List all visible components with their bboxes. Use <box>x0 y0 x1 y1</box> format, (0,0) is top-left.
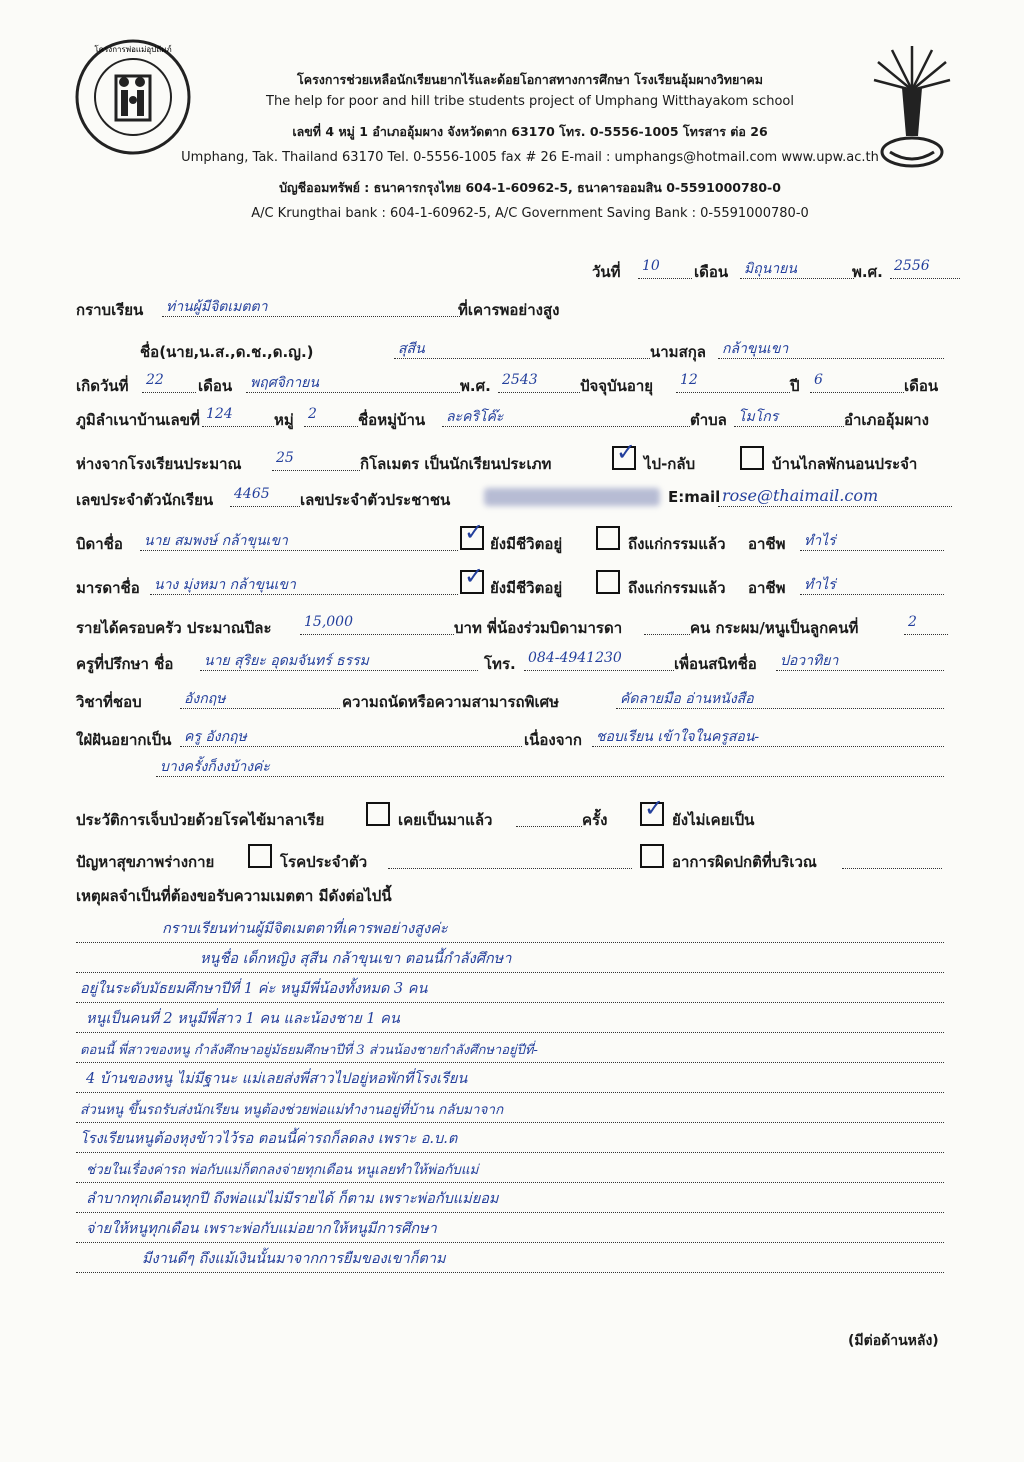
mother-job-field[interactable]: ทำไร่ <box>800 574 944 595</box>
reason-line-text: ส่วนหนู ขึ้นรถรับส่งนักเรียน หนูต้องช่วยพ่อแม่ทำงานอยู่ที่บ้าน กลับมาจาก <box>80 1102 504 1118</box>
date-year-field[interactable]: 2556 <box>890 258 960 279</box>
health-label: ปัญหาสุขภาพร่างกาย <box>76 853 215 871</box>
malaria-had-label: เคยเป็นมาแล้ว <box>398 811 493 829</box>
reason-line[interactable] <box>76 1152 944 1183</box>
teacher-tel-label: โทร. <box>484 655 516 673</box>
header-project-title-en: The help for poor and hill tribe students project of Umphang Witthayakom school <box>266 94 794 109</box>
reason-line-text: อยู่ในระดับมัธยมศึกษาปีที่ 1 ค่ะ หนูมีพี่น้องทั้งหมด 3 คน <box>80 981 428 997</box>
teacher-row <box>76 646 956 676</box>
name-field[interactable]: สุสีน <box>394 338 650 359</box>
age-label: ปัจจุบันอายุ <box>580 377 654 395</box>
reason-line[interactable] <box>76 942 944 973</box>
email-label: E:mail <box>668 488 721 506</box>
reason-line-text: ตอนนี้ พี่สาวของหนู กำลังศึกษาอยู่มัธยมศึกษาปีที่ 3 ส่วนน้องชายกำลังศึกษาอยู่ปีที่- <box>80 1043 538 1058</box>
subject-label: วิชาที่ชอบ <box>76 693 142 711</box>
reason-line[interactable] <box>76 912 944 943</box>
continued-on-back-note: (มีต่อด้านหลัง) <box>848 1333 939 1349</box>
village-label: ชื่อหมู่บ้าน <box>358 411 426 429</box>
moo-field[interactable]: 2 <box>304 406 358 427</box>
age-years-label: ปี <box>790 377 800 395</box>
reason-line-text: 4 บ้านของหนู ไม่มีฐานะ แม่เลยส่งพี่สาวไปอยู่หอพักที่โรงเรียน <box>86 1071 468 1087</box>
birth-year-label: พ.ศ. <box>460 377 491 395</box>
check-mark-icon: ✓ <box>464 562 485 590</box>
email-field[interactable]: rose@thaimail.com <box>718 486 952 507</box>
mother-deceased-checkbox[interactable] <box>596 570 620 594</box>
surname-label: นามสกุล <box>650 343 706 361</box>
reason-line-text: กราบเรียนท่านผู้มีจิตเมตตาที่เคารพอย่างสูงค่ะ <box>162 921 448 937</box>
reason-line-text: ลำบากทุกเดือนทุกปี ถึงพ่อแม่ไม่มีรายได้ ก็ตาม เพราะพ่อกับแม่ยอม <box>86 1191 499 1207</box>
father-job-label: อาชีพ <box>748 535 786 553</box>
subject-row <box>76 684 956 714</box>
village-field[interactable]: ละคริโค๊ะ <box>442 406 690 427</box>
reason-line[interactable] <box>76 1092 944 1123</box>
reason-line[interactable] <box>76 1242 944 1273</box>
teacher-tel-field[interactable]: 084-4941230 <box>524 650 674 671</box>
date-year-label: พ.ศ. <box>852 263 883 281</box>
because-field-continued[interactable]: บางครั้งก็งงบ้างค่ะ <box>156 756 944 777</box>
salutation-label: กราบเรียน <box>76 301 144 319</box>
boarding-checkbox[interactable] <box>740 446 764 470</box>
header-contact: Umphang, Tak. Thailand 63170 Tel. 0-5556-1005 fax # 26 E-mail : umphangs@hotmail.com www.upw.ac.th <box>181 150 879 165</box>
salutation-row <box>76 292 956 322</box>
malaria-row <box>76 794 956 832</box>
chronic-disease-field[interactable] <box>388 848 632 869</box>
father-alive-label: ยังมีชีวิตอยู่ <box>490 535 563 553</box>
mother-label: มารดาชื่อ <box>76 579 140 597</box>
mother-deceased-label: ถึงแก่กรรมแล้ว <box>628 579 726 597</box>
dream-field[interactable]: ครู อังกฤษ <box>180 726 522 747</box>
header-bank-account: บัญชีออมทรัพย์ : ธนาคารกรุงไทย 604-1-60962-5, ธนาคารออมสิน 0-5591000780-0 <box>279 180 781 195</box>
father-deceased-label: ถึงแก่กรรมแล้ว <box>628 535 726 553</box>
because-field[interactable]: ชอบเรียน เข้าใจในครูสอน- <box>592 726 944 747</box>
income-baht-label: บาท พี่น้องร่วมบิดามารดา <box>454 619 623 637</box>
reason-line-text: ช่วยในเรื่องค่ารถ พ่อกับแม่ก็ตกลงจ่ายทุกเดือน หนูเลยทำให้พ่อกับแม่ <box>86 1162 479 1178</box>
malaria-times-field[interactable] <box>516 806 582 827</box>
amphoe-label: อำเภออุ้มผาง <box>844 411 929 429</box>
reason-line[interactable] <box>76 1062 944 1093</box>
dream-row-continued <box>76 752 956 782</box>
father-label: บิดาชื่อ <box>76 535 123 553</box>
mother-alive-label: ยังมีชีวิตอยู่ <box>490 579 563 597</box>
header-bank-account-en: A/C Krungthai bank : 604-1-60962-5, A/C Government Saving Bank : 0-5591000780-0 <box>251 206 809 221</box>
name-label: ชื่อ(นาย,น.ส.,ด.ช.,ด.ญ.) <box>140 343 314 361</box>
house-label: ภูมิลำเนาบ้านเลขที่ <box>76 411 200 429</box>
header-address: เลขที่ 4 หมู่ 1 อำเภออุ้มผาง จังหวัดตาก 63170 โทร. 0-5556-1005 โทรสาร ต่อ 26 <box>292 124 768 139</box>
svg-text:โครงการพ่อแม่อุปถัมภ์: โครงการพ่อแม่อุปถัมภ์ <box>94 45 172 54</box>
check-mark-icon: ✓ <box>644 794 665 822</box>
talent-field[interactable]: คัดลายมือ อ่านหนังสือ <box>616 688 944 709</box>
income-row <box>76 610 956 640</box>
address-row <box>76 402 956 432</box>
age-months-field[interactable]: 6 <box>810 372 904 393</box>
dream-label: ใฝ่ฝันอยากเป็น <box>76 731 172 749</box>
because-label: เนื่องจาก <box>524 731 583 749</box>
birth-row <box>76 368 956 398</box>
distance-field[interactable]: 25 <box>272 450 360 471</box>
teacher-field[interactable]: นาย สุริยะ อุดมจันทร์ ธรรม <box>200 650 478 671</box>
tambon-field[interactable]: โมโกร <box>734 406 844 427</box>
birth-order-label: คน กระผม/หนูเป็นลูกคนที่ <box>690 619 859 637</box>
header-project-title: โครงการช่วยเหลือนักเรียนยากไร้และด้อยโอกาสทางการศึกษา โรงเรียนอุ้มผางวิทยาคม <box>297 72 763 87</box>
check-mark-icon: ✓ <box>616 438 637 466</box>
date-day-field[interactable]: 10 <box>638 258 692 279</box>
id-row <box>76 482 956 512</box>
birth-year-field[interactable]: 2543 <box>498 372 580 393</box>
subject-field[interactable]: อังกฤษ <box>180 688 340 709</box>
salutation-suffix: ที่เคารพอย่างสูง <box>458 301 560 319</box>
chronic-disease-checkbox[interactable] <box>248 844 272 868</box>
health-row <box>76 844 956 874</box>
teacher-label: ครูที่ปรึกษา ชื่อ <box>76 655 174 673</box>
abnormal-label: อาการผิดปกติที่บริเวณ <box>672 853 817 871</box>
mother-name-field[interactable]: นาง มุ่งหมา กล้าขุนเขา <box>150 574 458 595</box>
reason-line[interactable] <box>76 1212 944 1243</box>
malaria-times-label: ครั้ง <box>582 811 608 829</box>
malaria-never-label: ยังไม่เคยเป็น <box>672 811 755 829</box>
name-row <box>76 334 956 364</box>
income-field[interactable]: 15,000 <box>300 614 454 635</box>
mother-job-label: อาชีพ <box>748 579 786 597</box>
siblings-field[interactable] <box>644 614 690 635</box>
father-alive-checkbox[interactable] <box>460 518 485 550</box>
age-months-label: เดือน <box>904 377 939 395</box>
malaria-label: ประวัติการเจ็บป่วยด้วยโรคไข้มาลาเรีย <box>76 811 325 829</box>
student-id-label: เลขประจำตัวนักเรียน <box>76 491 214 509</box>
reason-line-text: หนูชื่อ เด็กหญิง สุสีน กล้าขุนเขา ตอนนี้กำลังศึกษา <box>200 951 512 967</box>
date-row <box>76 254 956 284</box>
check-mark-icon: ✓ <box>464 518 485 546</box>
reason-line[interactable] <box>76 1182 944 1213</box>
talent-label: ความถนัดหรือความสามารถพิเศษ <box>342 693 560 711</box>
citizen-id-redacted <box>484 488 660 506</box>
reason-line[interactable] <box>76 1122 944 1153</box>
dream-row <box>76 722 956 752</box>
distance-row <box>76 438 956 476</box>
house-field[interactable]: 124 <box>202 406 274 427</box>
birth-day-field[interactable]: 22 <box>142 372 196 393</box>
father-job-field[interactable]: ทำไร่ <box>800 530 944 551</box>
father-name-field[interactable]: นาย สมพงษ์ กล้าขุนเขา <box>140 530 458 551</box>
father-row <box>76 518 956 556</box>
distance-label: ห่างจากโรงเรียนประมาณ <box>76 455 242 473</box>
chronic-disease-label: โรคประจำตัว <box>280 853 368 871</box>
reason-line[interactable] <box>76 972 944 1003</box>
mother-alive-checkbox[interactable] <box>460 562 485 594</box>
moo-label: หมู่ <box>274 411 294 429</box>
mother-row <box>76 562 956 600</box>
birth-month-label: เดือน <box>198 377 233 395</box>
reason-line-text: จ่ายให้หนูทุกเดือน เพราะพ่อกับแม่อยากให้หนูมีการศึกษา <box>86 1221 437 1237</box>
surname-field[interactable]: กล้าขุนเขา <box>718 338 944 359</box>
birth-month-field[interactable]: พฤศจิกายน <box>246 372 460 393</box>
reason-label: เหตุผลจำเป็นที่ต้องขอรับความเมตตา มีดังต่อไปนี้ <box>76 887 392 905</box>
date-month-label: เดือน <box>694 263 729 281</box>
abnormal-field[interactable] <box>842 848 942 869</box>
date-day-label: วันที่ <box>592 263 621 281</box>
income-label: รายได้ครอบครัว ประมาณปีละ <box>76 619 272 637</box>
commute-checkbox[interactable] <box>612 438 637 470</box>
friend-label: เพื่อนสนิทชื่อ <box>674 655 757 673</box>
citizen-id-label: เลขประจำตัวประชาชน <box>300 491 451 509</box>
tambon-label: ตำบล <box>690 411 727 429</box>
reason-heading-row <box>76 878 956 908</box>
birth-day-label: เกิดวันที่ <box>76 377 129 395</box>
reason-line[interactable] <box>76 1002 944 1033</box>
reason-line-text: มีงานดีๆ ถึงแม้เงินนั้นมาจากการยืมของเขาก็ตาม <box>142 1251 446 1267</box>
malaria-had-checkbox[interactable] <box>366 802 390 826</box>
boarding-label: บ้านไกลพักนอนประจำ <box>772 455 918 473</box>
reason-line-text: โรงเรียนหนูต้องหุงข้าวไว้รอ ตอนนี้ค่ารถก็ลดลง เพราะ อ.บ.ต <box>80 1131 458 1147</box>
distance-unit-label: กิโลเมตร เป็นนักเรียนประเภท <box>360 455 552 473</box>
father-deceased-checkbox[interactable] <box>596 526 620 550</box>
birth-order-field[interactable]: 2 <box>904 614 948 635</box>
abnormal-checkbox[interactable] <box>640 844 664 868</box>
reason-line-text: หนูเป็นคนที่ 2 หนูมีพี่สาว 1 คน และน้องชาย 1 คน <box>86 1011 400 1027</box>
reason-line[interactable] <box>76 1032 944 1063</box>
friend-field[interactable]: ปอวาทิยา <box>776 650 944 671</box>
student-id-field[interactable]: 4465 <box>230 486 300 507</box>
salutation-field[interactable]: ท่านผู้มีจิตเมตตา <box>162 296 460 317</box>
date-month-field[interactable]: มิถุนายน <box>740 258 854 279</box>
age-years-field[interactable]: 12 <box>676 372 790 393</box>
commute-label: ไป-กลับ <box>644 455 696 473</box>
malaria-never-checkbox[interactable] <box>640 794 665 826</box>
